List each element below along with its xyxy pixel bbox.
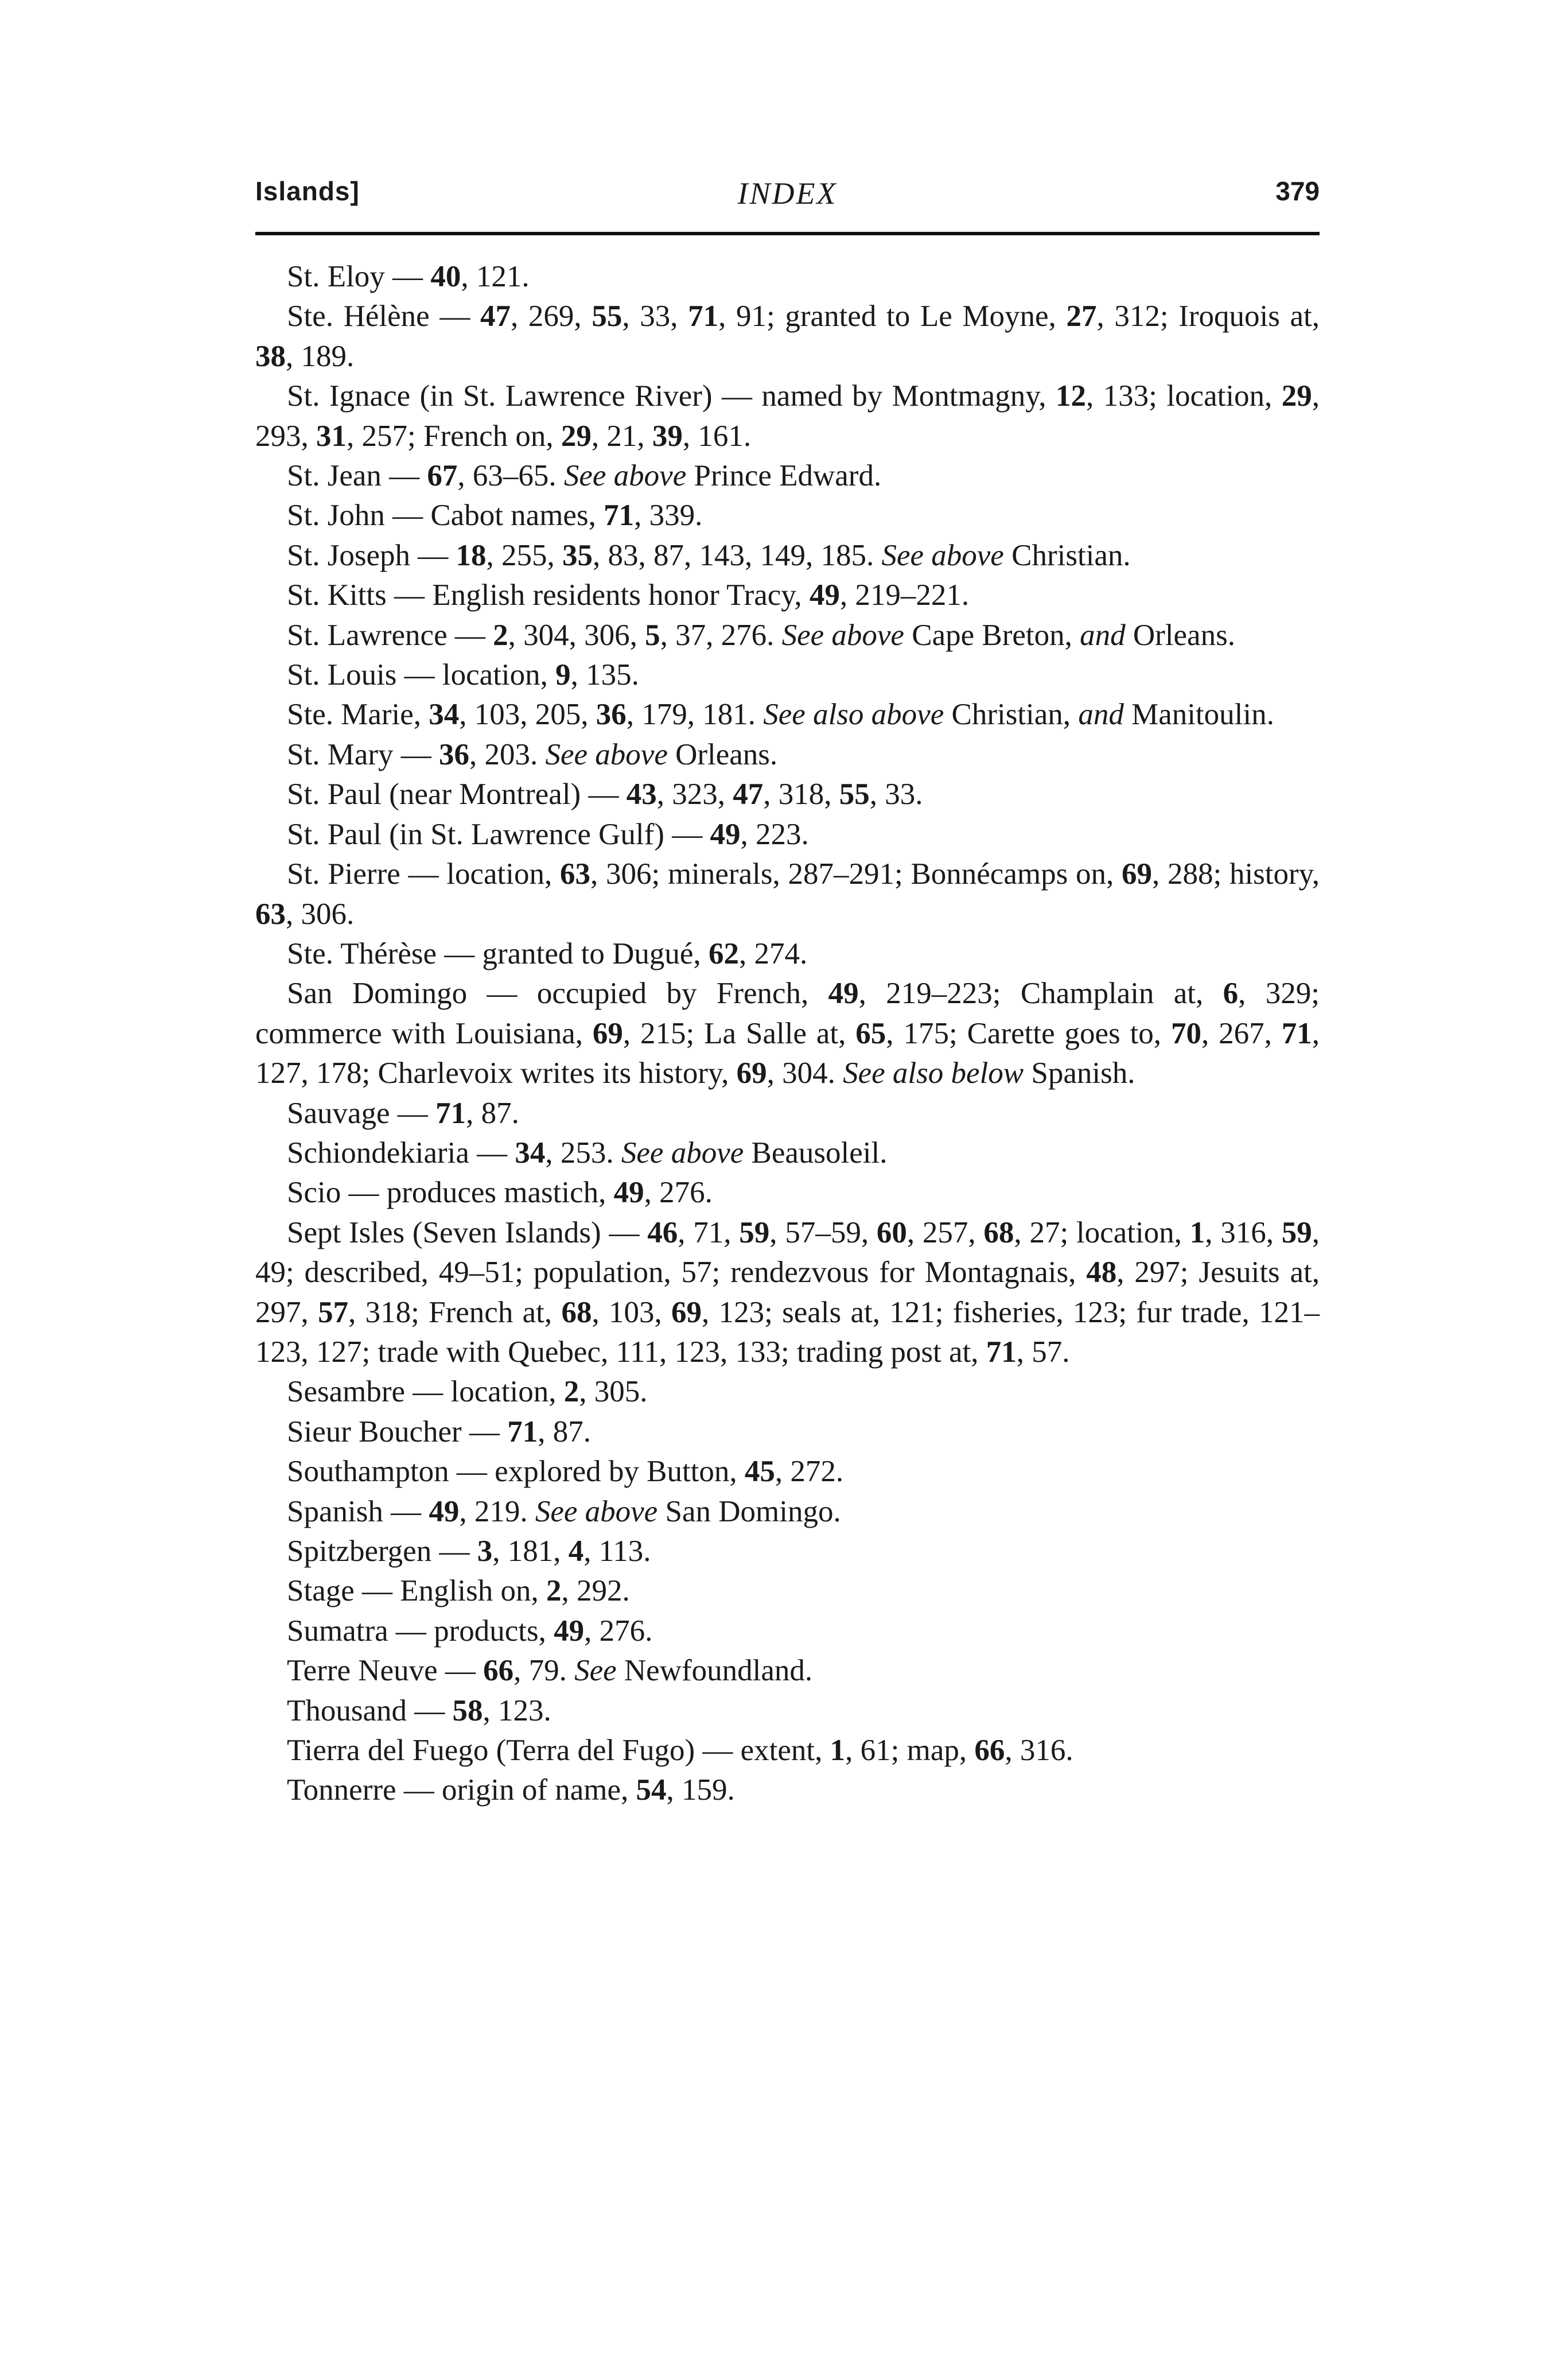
page-reference-bold: 69 (671, 1295, 702, 1329)
entry-text: , 304. (767, 1057, 843, 1090)
entry-text: Sieur Boucher — (287, 1415, 508, 1448)
index-entry (255, 1372, 1320, 1412)
entry-text: , 339. (634, 499, 703, 533)
index-entry (255, 1094, 1320, 1133)
entry-text: , 323, (656, 778, 733, 811)
page-reference-bold: 55 (839, 778, 870, 811)
cross-reference-italic: See also below (843, 1057, 1024, 1090)
entry-text: , 87. (466, 1096, 519, 1130)
cross-reference-italic: See above (881, 538, 1004, 572)
page-reference-bold: 36 (596, 698, 627, 732)
page-reference-bold: 67 (427, 459, 458, 493)
page-reference-bold: 6 (1223, 977, 1239, 1011)
entry-text: Orleans. (667, 737, 778, 771)
cross-reference-italic: See also above (763, 698, 944, 732)
entry-text: , 276. (584, 1614, 653, 1648)
page-reference-bold: 38 (255, 339, 286, 373)
page-reference-bold: 47 (733, 778, 764, 811)
entry-text: Ste. Marie, (287, 698, 429, 732)
page-reference-bold: 35 (562, 538, 593, 572)
entry-text: , 312; Iroquois at, (1096, 300, 1320, 333)
cross-reference-italic: See (574, 1654, 617, 1688)
entry-text: St. John — Cabot names, (287, 499, 604, 533)
page-reference-bold: 69 (1121, 857, 1152, 891)
page-reference-bold: 60 (876, 1215, 907, 1249)
index-entry (255, 456, 1320, 496)
entry-text: , 27; location, (1014, 1215, 1190, 1249)
index-entry (255, 616, 1320, 655)
entry-text: Christian. (1003, 538, 1131, 572)
entry-text: , 293, (255, 379, 1320, 453)
page-reference-bold: 47 (480, 300, 511, 333)
entry-text: , 87. (538, 1415, 591, 1448)
entry-text: , 21, (591, 419, 652, 453)
entry-text: , 257; French on, (347, 419, 561, 453)
page-reference-bold: 71 (507, 1415, 538, 1448)
page-reference-bold: 70 (1170, 1016, 1201, 1050)
entry-text: , 219–221. (839, 578, 970, 612)
entry-text: , 305. (579, 1375, 648, 1409)
page-reference-bold: 49 (429, 1494, 460, 1528)
entry-text: , 33. (869, 778, 923, 811)
index-entry (255, 815, 1320, 855)
index-entry (255, 297, 1320, 376)
entry-text: , 267, (1201, 1016, 1282, 1050)
index-entry (255, 934, 1320, 974)
page-reference-bold: 29 (561, 419, 592, 453)
index-entry (255, 1412, 1320, 1452)
entry-text: Thousand — (287, 1694, 453, 1727)
entry-text: St. Kitts — English residents honor Tracy, (287, 578, 810, 612)
entry-text: Ste. Thérèse — granted to Dugué, (287, 937, 709, 970)
index-page (255, 176, 1320, 1811)
entry-text: Scio — produces mastich, (287, 1176, 614, 1210)
entry-text: , 83, 87, 143, 149, 185. (592, 538, 882, 572)
entry-text: , 306; minerals, 287–291; Bonnécamps on, (590, 857, 1122, 891)
entry-text: , 288; history, (1151, 857, 1320, 891)
entry-text: Spanish. (1024, 1057, 1135, 1090)
entry-text: , 274. (738, 937, 808, 970)
entry-text: , 49; described, 49–51; population, 57; rendezvous for Montagnais, (255, 1215, 1320, 1290)
page-reference-bold: 2 (546, 1574, 562, 1608)
entry-text: , 215; La Salle at, (622, 1016, 856, 1050)
entry-text: , 257, (906, 1215, 984, 1249)
entry-text: , 304, 306, (508, 618, 645, 652)
index-entry (255, 1691, 1320, 1731)
entry-text: , 175; Carette goes to, (886, 1016, 1171, 1050)
index-entry (255, 1452, 1320, 1492)
entry-text: , 79. (513, 1654, 575, 1688)
page-reference-bold: 68 (561, 1295, 592, 1329)
index-entry (255, 735, 1320, 775)
entry-text: , 219–223; Champlain at, (858, 977, 1223, 1011)
page-reference-bold: 43 (626, 778, 657, 811)
page-reference-bold: 55 (592, 300, 622, 333)
page-reference-bold: 63 (559, 857, 590, 891)
index-entry (255, 1213, 1320, 1373)
entry-text: , 219. (459, 1494, 535, 1528)
entry-text: Schiondekiaria — (287, 1136, 515, 1170)
page-reference-bold: 3 (477, 1535, 493, 1568)
entry-text: , 181, (492, 1535, 569, 1568)
cross-reference-italic: See above (621, 1136, 744, 1170)
entry-text: Sept Isles (Seven Islands) — (287, 1215, 648, 1249)
entry-text: Tonnerre — origin of name, (287, 1773, 636, 1807)
page-reference-bold: 59 (739, 1215, 770, 1249)
entry-text: Beausoleil. (744, 1136, 888, 1170)
entry-text: Stage — English on, (287, 1574, 546, 1608)
entry-text: St. Pierre — location, (287, 857, 560, 891)
entry-text: , 316, (1205, 1215, 1282, 1249)
entry-text: Southampton — explored by Button, (287, 1455, 745, 1489)
entry-text: , 123. (483, 1694, 551, 1727)
entry-text: , 133; location, (1085, 379, 1282, 413)
entry-text: Prince Edward. (686, 459, 882, 493)
page-reference-bold: 69 (736, 1057, 767, 1090)
page-reference-bold: 71 (986, 1335, 1017, 1369)
entry-text: , 297; Jesuits at, 297, (255, 1256, 1320, 1329)
header-rule (255, 232, 1320, 235)
cross-reference-italic: See above (563, 459, 687, 493)
entry-text: St. Joseph — (287, 538, 456, 572)
entry-text: San Domingo — occupied by French, (287, 977, 828, 1011)
index-entry (255, 855, 1320, 934)
index-entry (255, 1571, 1320, 1611)
page-reference-bold: 9 (555, 658, 571, 692)
page-reference-bold: 71 (688, 300, 719, 333)
page-reference-bold: 69 (592, 1016, 623, 1050)
entry-text: , 318, (763, 778, 839, 811)
entry-text: , 189. (286, 339, 355, 373)
running-header (255, 176, 1320, 227)
entry-text: , 316. (1005, 1734, 1073, 1768)
entry-text: St. Ignace (in St. Lawrence River) — named by Montmagny, (287, 379, 1056, 413)
page-reference-bold: 49 (613, 1176, 644, 1210)
page-reference-bold: 34 (515, 1136, 546, 1170)
page-number: 379 (1275, 176, 1320, 206)
entry-text: , 306. (286, 897, 355, 931)
page-reference-bold: 54 (636, 1773, 667, 1807)
cross-reference-italic: See above (781, 618, 904, 652)
entry-text: , 203. (469, 737, 546, 771)
page-reference-bold: 49 (554, 1614, 585, 1648)
entry-text: , 57. (1016, 1335, 1070, 1369)
entry-text: St. Paul (in St. Lawrence Gulf) — (287, 817, 710, 851)
index-entry (255, 695, 1320, 735)
entry-text: Cape Breton, (904, 618, 1080, 652)
entry-text: , 91; granted to Le Moyne, (718, 300, 1067, 333)
page-reference-bold: 2 (563, 1375, 579, 1409)
entry-text: Orleans. (1125, 618, 1235, 652)
page-reference-bold: 34 (429, 698, 460, 732)
page-reference-bold: 66 (483, 1654, 514, 1688)
entry-text: , 103, 205, (459, 698, 596, 732)
page-reference-bold: 27 (1066, 300, 1097, 333)
entry-text: , 63–65. (457, 459, 564, 493)
entry-text: , 121. (461, 260, 530, 293)
index-entry (255, 376, 1320, 456)
cross-reference-italic: See above (535, 1494, 658, 1528)
page-reference-bold: 62 (708, 937, 739, 970)
index-entry (255, 1611, 1320, 1651)
index-entry (255, 1133, 1320, 1173)
page-reference-bold: 1 (830, 1734, 846, 1768)
page-reference-bold: 48 (1086, 1256, 1117, 1290)
entry-text: Spitzbergen — (287, 1535, 477, 1568)
index-entries (255, 257, 1320, 1811)
page-reference-bold: 36 (439, 737, 469, 771)
index-entry (255, 257, 1320, 297)
entry-text: San Domingo. (657, 1494, 841, 1528)
page-reference-bold: 71 (604, 499, 635, 533)
page-title: INDEX (737, 176, 838, 211)
page-reference-bold: 31 (316, 419, 347, 453)
entry-text: , 269, (511, 300, 592, 333)
section-heading: Islands] (255, 176, 360, 206)
entry-text: , 127, 178; Charlevoix writes its history, (255, 1016, 1320, 1090)
entry-text: St. Mary — (287, 737, 439, 771)
entry-text: Sumatra — products, (287, 1614, 554, 1648)
page-reference-bold: 63 (255, 897, 286, 931)
entry-text: , 272. (775, 1455, 844, 1489)
cross-reference-italic: See above (545, 737, 668, 771)
entry-text: , 253. (545, 1136, 621, 1170)
entry-text: , 276. (644, 1176, 713, 1210)
index-entry (255, 1651, 1320, 1691)
page-reference-bold: 65 (855, 1016, 886, 1050)
cross-reference-italic: and (1080, 618, 1126, 652)
page-reference-bold: 49 (828, 977, 859, 1011)
page-reference-bold: 1 (1189, 1215, 1205, 1249)
page-reference-bold: 58 (452, 1694, 483, 1727)
entry-text: Ste. Hélène — (287, 300, 480, 333)
page-reference-bold: 71 (1281, 1016, 1312, 1050)
page-reference-bold: 49 (710, 817, 741, 851)
entry-text: St. Eloy — (287, 260, 431, 293)
entry-text: Terre Neuve — (287, 1654, 484, 1688)
entry-text: , 318; French at, (348, 1295, 562, 1329)
page-reference-bold: 40 (430, 260, 461, 293)
entry-text: Newfoundland. (616, 1654, 813, 1688)
entry-text: St. Louis — location, (287, 658, 556, 692)
page-reference-bold: 18 (456, 538, 487, 572)
entry-text: Sesambre — location, (287, 1375, 564, 1409)
entry-text: St. Lawrence — (287, 618, 493, 652)
entry-text: , 135. (570, 658, 639, 692)
page-reference-bold: 2 (493, 618, 508, 652)
entry-text: , 329; commerce with Louisiana, (255, 977, 1320, 1050)
entry-text: , 33, (622, 300, 688, 333)
entry-text: Spanish — (287, 1494, 429, 1528)
entry-text: , 113. (583, 1535, 651, 1568)
entry-text: , 123; seals at, 121; fisheries, 123; fur trade, 121–123, 127; trade with Quebec, 111, 123, 133; trading post at, (255, 1295, 1320, 1369)
index-entry (255, 775, 1320, 814)
entry-text: , 161. (682, 419, 752, 453)
index-entry (255, 974, 1320, 1093)
entry-text: , 179, 181. (626, 698, 764, 732)
entry-text: Manitoulin. (1123, 698, 1274, 732)
index-entry (255, 1532, 1320, 1571)
index-entry (255, 536, 1320, 576)
entry-text: , 223. (740, 817, 809, 851)
page-reference-bold: 49 (809, 578, 840, 612)
page-reference-bold: 71 (435, 1096, 466, 1130)
entry-text: St. Jean — (287, 459, 427, 493)
page-reference-bold: 4 (568, 1535, 584, 1568)
entry-text: , 71, (678, 1215, 740, 1249)
entry-text: Christian, (944, 698, 1079, 732)
entry-text: Sauvage — (287, 1096, 436, 1130)
entry-text: , 292. (561, 1574, 630, 1608)
entry-text: , 61; map, (845, 1734, 975, 1768)
index-entry (255, 576, 1320, 615)
entry-text: Tierra del Fuego (Terra del Fugo) — extent, (287, 1734, 830, 1768)
page-reference-bold: 57 (318, 1295, 349, 1329)
entry-text: , 57–59, (769, 1215, 877, 1249)
page-reference-bold: 59 (1281, 1215, 1312, 1249)
page-reference-bold: 68 (983, 1215, 1014, 1249)
page-reference-bold: 66 (974, 1734, 1005, 1768)
index-entry (255, 1173, 1320, 1213)
index-entry (255, 1492, 1320, 1532)
page-reference-bold: 29 (1281, 379, 1312, 413)
index-entry (255, 1731, 1320, 1770)
page-reference-bold: 5 (645, 618, 660, 652)
index-entry (255, 655, 1320, 695)
page-reference-bold: 12 (1055, 379, 1086, 413)
entry-text: , 103, (592, 1295, 672, 1329)
page-reference-bold: 46 (647, 1215, 678, 1249)
page-reference-bold: 45 (744, 1455, 775, 1489)
entry-text: , 255, (486, 538, 562, 572)
entry-text: St. Paul (near Montreal) — (287, 778, 627, 811)
entry-text: , 37, 276. (660, 618, 782, 652)
index-entry (255, 1770, 1320, 1810)
cross-reference-italic: and (1078, 698, 1124, 732)
index-entry (255, 496, 1320, 535)
page-reference-bold: 39 (652, 419, 683, 453)
entry-text: , 159. (666, 1773, 735, 1807)
